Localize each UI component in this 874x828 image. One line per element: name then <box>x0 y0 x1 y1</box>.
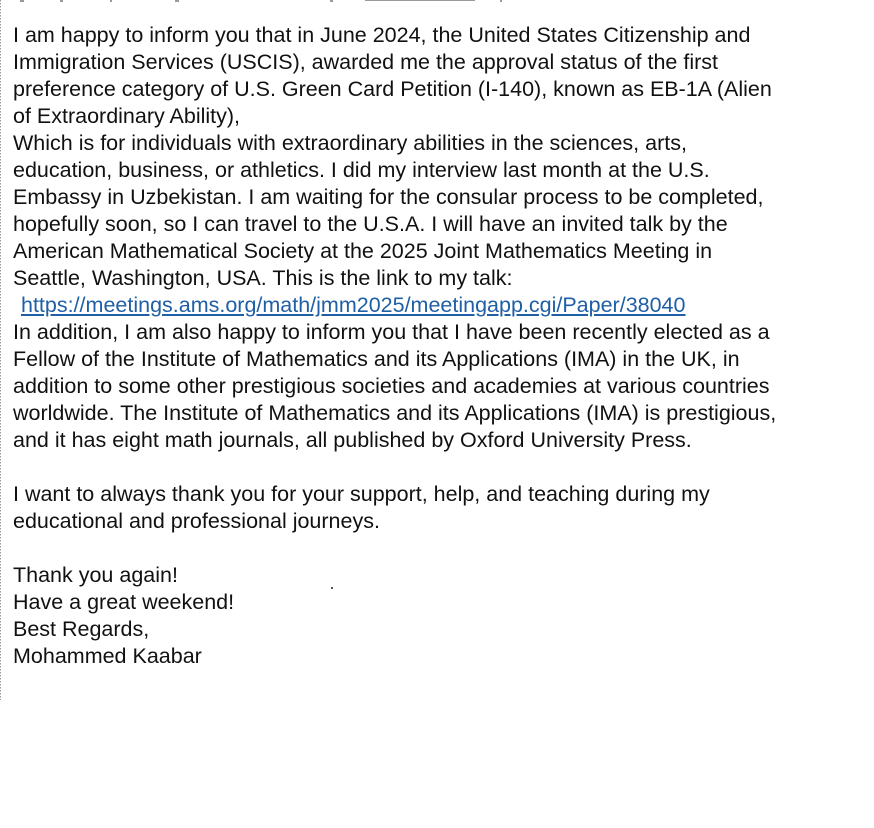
paragraph-thanks <box>13 481 871 535</box>
blank-line <box>13 535 871 562</box>
text-line: addition to some other prestigious societies and academies at various countries <box>13 374 770 398</box>
text-line: Fellow of the Institute of Mathematics and its Applications (IMA) in the UK, in <box>13 347 740 371</box>
closing-thanks: Thank you again! <box>13 563 178 587</box>
text-line: education, business, or athletics. I did my interview last month at the U.S. <box>13 158 710 182</box>
text-line: worldwide. The Institute of Mathematics and its Applications (IMA) is prestigious, <box>13 401 777 425</box>
paragraph-green-card <box>13 22 871 292</box>
text-line: American Mathematical Society at the 2025 Joint Mathematics Meeting in <box>13 239 713 263</box>
text-line: Embassy in Uzbekistan. I am waiting for the consular process to be completed, <box>13 185 764 209</box>
signature-name: Mohammed Kaabar <box>13 644 202 668</box>
text-line: I want to always thank you for your support, help, and teaching during my <box>13 482 710 506</box>
text-line: and it has eight math journals, all published by Oxford University Press. <box>13 428 692 452</box>
stray-mark <box>331 587 333 589</box>
closing-regards: Best Regards, <box>13 617 150 641</box>
text-line: Which is for individuals with extraordinary abilities in the sciences, arts, <box>13 131 687 155</box>
text-line: In addition, I am also happy to inform you that I have been recently elected as a <box>13 320 770 344</box>
left-border-divider <box>0 0 1 700</box>
text-line: I am happy to inform you that in June 2024, the United States Citizenship and <box>13 23 751 47</box>
top-edge-artifact <box>0 0 874 4</box>
blank-line <box>13 454 871 481</box>
text-line: preference category of U.S. Green Card Petition (I-140), known as EB-1A (Alien <box>13 77 772 101</box>
text-line: hopefully soon, so I can travel to the U.S.A. I will have an invited talk by the <box>13 212 728 236</box>
closing-weekend: Have a great weekend! <box>13 590 235 614</box>
text-line: Immigration Services (USCIS), awarded me the approval status of the first <box>13 50 718 74</box>
talk-link[interactable]: https://meetings.ams.org/math/jmm2025/meetingapp.cgi/Paper/38040 <box>21 293 686 317</box>
paragraph-ima-fellow <box>13 319 871 454</box>
email-body <box>13 22 871 670</box>
text-line: educational and professional journeys. <box>13 509 380 533</box>
talk-link-line <box>13 292 871 319</box>
text-line: Seattle, Washington, USA. This is the link to my talk: <box>13 266 513 290</box>
text-line: of Extraordinary Ability), <box>13 104 241 128</box>
closing-block <box>13 562 871 670</box>
